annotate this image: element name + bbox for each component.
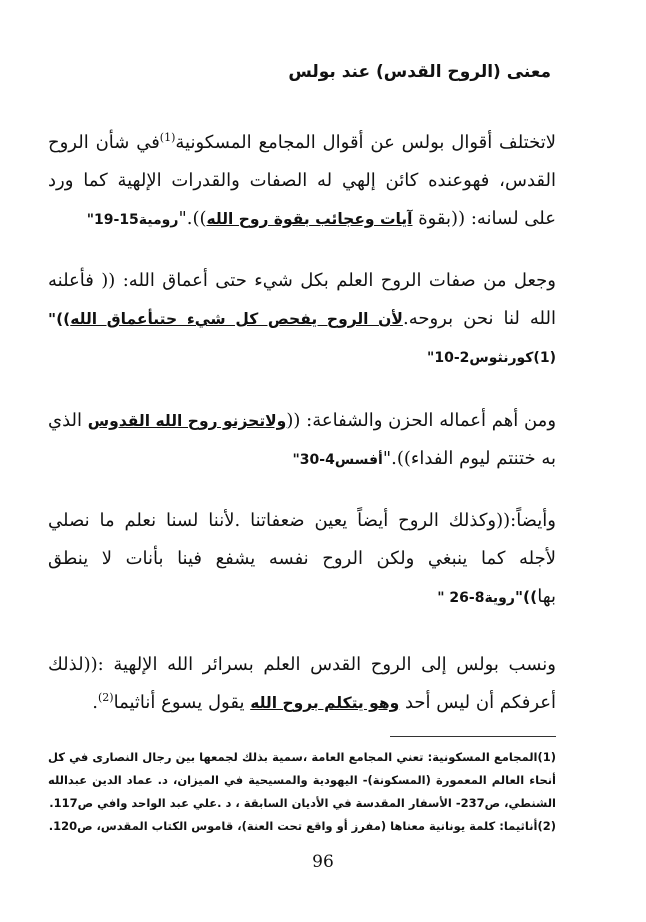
p5-text-c: . xyxy=(92,692,98,713)
footnote-divider xyxy=(390,736,556,737)
footnotes xyxy=(48,746,556,838)
p1-text-b: في شأن الروح القدس، فهوعنده كائن إلهي له الصفات والقدرات الإلهية كما ورد على لسانه: ((بقوة xyxy=(48,132,556,229)
p2-text-c: ))" xyxy=(48,310,71,328)
footnote-ref-2[interactable]: (2) xyxy=(98,691,114,704)
paragraph-5 xyxy=(48,646,556,722)
footnote-ref-1[interactable]: (1) xyxy=(159,131,176,144)
p4-text-b: ))" xyxy=(514,588,538,606)
p3-text-b: الذي به ختنتم ليوم الفداء))." xyxy=(48,410,556,469)
p1-quote: آيات وعجائب بقوة روح الله xyxy=(206,210,413,228)
page-number: 96 xyxy=(312,852,334,872)
paragraph-1 xyxy=(48,124,556,239)
p1-text-a: لاتختلف أقوال بولس عن أقوال المجامع المسكونية xyxy=(175,132,556,153)
paragraph-3 xyxy=(48,402,556,479)
p2-quote: لأن الروح يفحص كل شيء حتىأعماق الله xyxy=(70,310,403,328)
p4-citation: روية8-26 " xyxy=(437,590,515,606)
p3-text-a: ومن أهم أعماله الحزن والشفاعة: (( xyxy=(286,410,557,431)
paragraph-4 xyxy=(48,502,556,617)
p5-text-a: ونسب بولس إلى الروح القدس العلم بسرائر الله الإلهية :((لذلك أعرفكم أن ليس أحد xyxy=(48,654,556,713)
footnote-1: (1)المجامع المسكونية: تعني المجامع العامة ،سمية بذلك لجمعها بين رجال النصارى في كل أنحاء العالم المعمورة (المسكونة)- اليهودية والمسيحية في الميزان، د. عماد الدين عبدالله الشنطي، ص237- الأسفار المقدسة في الأديان السابقة ، د .علي عبد الواحد وافي ص117. xyxy=(48,750,556,810)
p1-citation: رومية15-19" xyxy=(86,212,179,228)
p4-text-a: وأيضاً:((وكذلك الروح أيضاً يعين ضعفاتنا .لأننا لسنا نعلم ما نصلي لأجله كما ينبغي ولكن الروح نفسه يشفع فينا بأنات لا ينطق بها xyxy=(48,510,556,607)
p5-text-b: يقول يسوع أناثيما xyxy=(113,692,251,713)
p2-text-a: وجعل من صفات الروح العلم بكل شيء حتى أعماق الله: (( فأعلنه الله لنا نحن بروحه. xyxy=(48,270,557,329)
p5-quote: وهو يتكلم بروح الله xyxy=(250,694,400,712)
footnote-2: (2)أناثيما: كلمة يونانية معناها (مفرز أو واقع تحت العنة)، قاموس الكتاب المقدس، ص120. xyxy=(48,819,556,833)
p3-quote: ولاتحزنو روح الله القدوس xyxy=(87,412,287,430)
p1-text-c: ))." xyxy=(178,208,207,229)
paragraph-2 xyxy=(48,262,556,377)
p3-citation: أفسس4-30" xyxy=(292,452,383,468)
p2-citation: (1)كورنثوس2-10" xyxy=(427,350,556,366)
section-title: معنى (الروح القدس) عند بولس xyxy=(288,62,551,82)
